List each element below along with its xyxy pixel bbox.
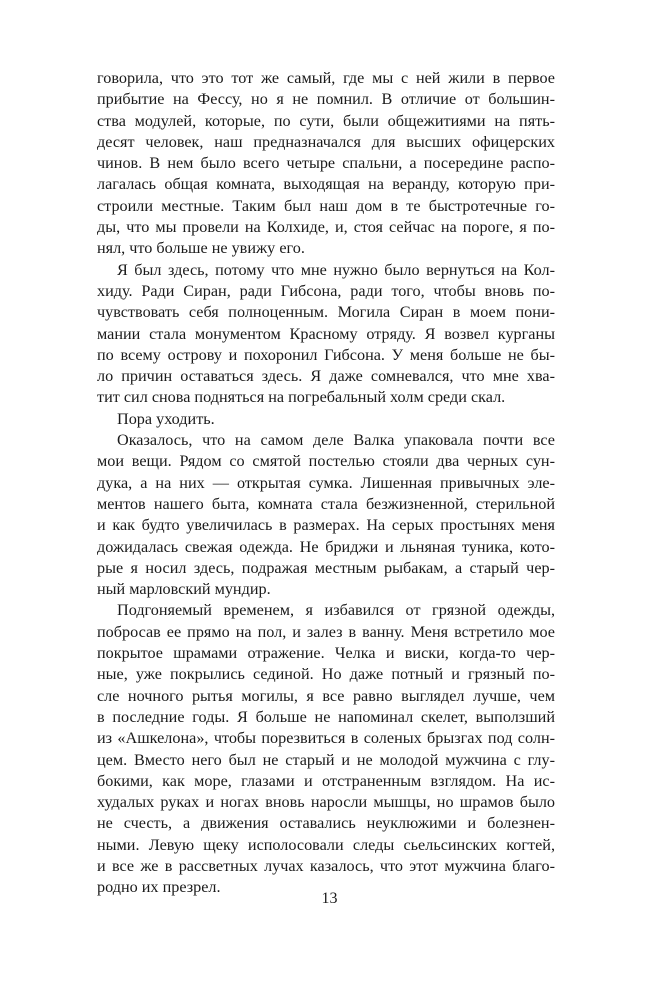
text-line: рые я носил здесь, подражая местным рыбакам, а старый чер- <box>97 558 555 577</box>
text-line: мои вещи. Рядом со смятой постелью стояли два черных сун- <box>97 452 555 471</box>
body-text <box>97 68 555 899</box>
text-line: и все же в рассветных лучах казалось, что этот мужчина благо- <box>97 856 555 875</box>
text-line: говорила, что это тот же самый, где мы с ней жили в первое <box>97 69 555 87</box>
text-line: не счесть, а движения оставались неуклюжими и болезнен- <box>97 814 555 833</box>
text-line: тит сил снова подняться на погребальный холм среди скал. <box>97 388 506 407</box>
text-line: ства модулей, которые, по сути, были общежитиями на пять- <box>97 111 555 130</box>
text-line: ло причин оставаться здесь. Я даже сомневался, что мне хва- <box>97 367 555 386</box>
text-line: ментов нашего быта, комната стала безжизненной, стерильной <box>97 494 555 513</box>
text-line: мании стала монументом Красному отряду. Я возвел курганы <box>97 324 555 343</box>
text-line: и как будто увеличилась в размерах. На серых простынях меня <box>97 516 555 535</box>
text-line: Пора уходить. <box>117 409 215 428</box>
text-line: покрытое шрамами отражение. Челка и виски, когда-то чер- <box>97 644 555 663</box>
text-line: чувствовать себя полноценным. Могила Сиран в моем пони- <box>97 303 555 322</box>
text-line: прибытие на Фессу, но я не помнил. В отличие от большин- <box>97 90 555 109</box>
text-line: цем. Вместо него был не старый и не молодой мужчина с глу- <box>97 750 555 769</box>
text-line: ными. Левую щеку исполосовали следы сьельсинских когтей, <box>97 835 555 854</box>
text-line: из «Ашкелона», чтобы порезвиться в соленых брызгах под солн- <box>97 729 555 748</box>
text-line: дука, а на них — открытая сумка. Лишенная привычных эле- <box>97 473 555 492</box>
text-line: чинов. В нем было всего четыре спальни, а посередине распо- <box>97 154 555 173</box>
text-line: строили местные. Таким был наш дом в те быстротечные го- <box>97 196 555 215</box>
text-line: Оказалось, что на самом деле Валка упаковала почти все <box>117 431 555 450</box>
text-line: сле ночного рытья могилы, я все равно выглядел лучше, чем <box>97 686 555 705</box>
page-number: 13 <box>321 890 338 907</box>
text-line: Я был здесь, потому что мне нужно было вернуться на Кол- <box>117 260 555 279</box>
text-line: нял, что больше не увижу его. <box>97 239 305 258</box>
text-line: родно их презрел. <box>97 878 221 897</box>
text-line: бокими, как море, глазами и отстраненным взглядом. На ис- <box>97 771 555 790</box>
text-line: побросав ее прямо на пол, и залез в ванну. Меня встретило мое <box>97 622 555 641</box>
text-line: худалых руках и ногах вновь наросли мышцы, но шрамов было <box>97 793 555 812</box>
text-line: хиду. Ради Сиран, ради Гибсона, ради того, чтобы вновь по- <box>97 281 555 300</box>
text-line: по всему острову и похоронил Гибсона. У меня больше не бы- <box>97 345 555 364</box>
text-line: в последние годы. Я больше не напоминал скелет, выползший <box>97 707 555 726</box>
text-line: дожидалась свежая одежда. Не бриджи и льняная туника, кото- <box>97 537 555 556</box>
text-line: Подгоняемый временем, я избавился от грязной одежды, <box>117 601 555 620</box>
text-line: лагалась общая комната, выходящая на веранду, которую при- <box>97 175 555 194</box>
text-line: ные, уже покрылись сединой. Но даже потный и грязный по- <box>97 665 555 684</box>
text-line: ды, что мы провели на Колхиде, и, стоя сейчас на пороге, я по- <box>97 218 555 237</box>
text-line: десят человек, наш предназначался для высших офицерских <box>97 132 555 151</box>
text-line: ный марловский мундир. <box>97 580 271 599</box>
